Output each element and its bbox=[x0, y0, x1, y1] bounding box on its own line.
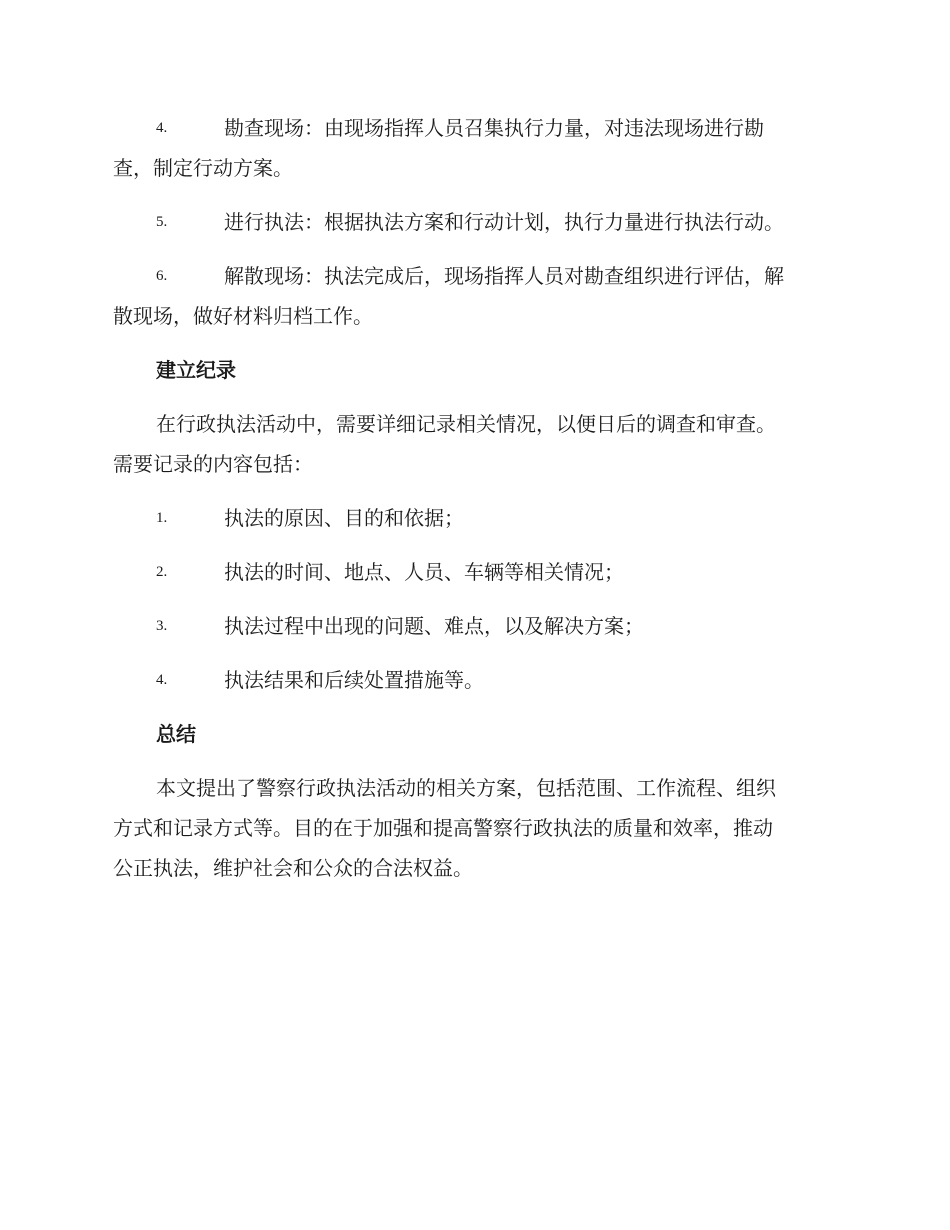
list-item-text: 执法过程中出现的问题、难点，以及解决方案； bbox=[224, 614, 644, 638]
summary-paragraph bbox=[113, 768, 835, 888]
list-item-text: 执法的时间、地点、人员、车辆等相关情况； bbox=[224, 560, 624, 584]
list-item-text: 解散现场：执法完成后，现场指挥人员对勘查组织进行评估，解 bbox=[224, 264, 784, 288]
list-item-text: 执法结果和后续处置措施等。 bbox=[224, 668, 484, 692]
paragraph-line: 在行政执法活动中，需要详细记录相关情况，以便日后的调查和审查。 bbox=[156, 412, 776, 436]
list-item-text-continued: 散现场，做好材料归档工作。 bbox=[113, 304, 373, 328]
list-number: 4. bbox=[156, 120, 168, 136]
list-number: 4. bbox=[156, 672, 168, 688]
list-item bbox=[113, 606, 835, 646]
list-item bbox=[113, 660, 835, 700]
list-item-text-continued: 查，制定行动方案。 bbox=[113, 156, 293, 180]
list-number: 2. bbox=[156, 564, 168, 580]
paragraph-line: 需要记录的内容包括： bbox=[113, 452, 313, 476]
list-item-text: 进行执法：根据执法方案和行动计划，执行力量进行执法行动。 bbox=[224, 210, 784, 234]
paragraph-line: 方式和记录方式等。目的在于加强和提高警察行政执法的质量和效率，推动 bbox=[113, 816, 773, 840]
list-item bbox=[113, 498, 835, 538]
list-number: 5. bbox=[156, 214, 168, 230]
paragraph-line: 公正执法，维护社会和公众的合法权益。 bbox=[113, 856, 473, 880]
list-number: 3. bbox=[156, 618, 168, 634]
list-number: 6. bbox=[156, 268, 168, 284]
list-item bbox=[113, 552, 835, 592]
list-item bbox=[113, 256, 835, 336]
list-item-text: 勘查现场：由现场指挥人员召集执行力量，对违法现场进行勘 bbox=[224, 116, 764, 140]
section-heading-summary: 总结 bbox=[156, 722, 196, 746]
document-body bbox=[113, 108, 835, 902]
section-heading-records: 建立纪录 bbox=[156, 358, 236, 382]
list-number: 1. bbox=[156, 510, 168, 526]
list-item bbox=[113, 108, 835, 188]
list-item bbox=[113, 202, 835, 242]
records-intro-paragraph bbox=[113, 404, 835, 484]
paragraph-line: 本文提出了警察行政执法活动的相关方案，包括范围、工作流程、组织 bbox=[156, 776, 776, 800]
list-item-text: 执法的原因、目的和依据； bbox=[224, 506, 464, 530]
